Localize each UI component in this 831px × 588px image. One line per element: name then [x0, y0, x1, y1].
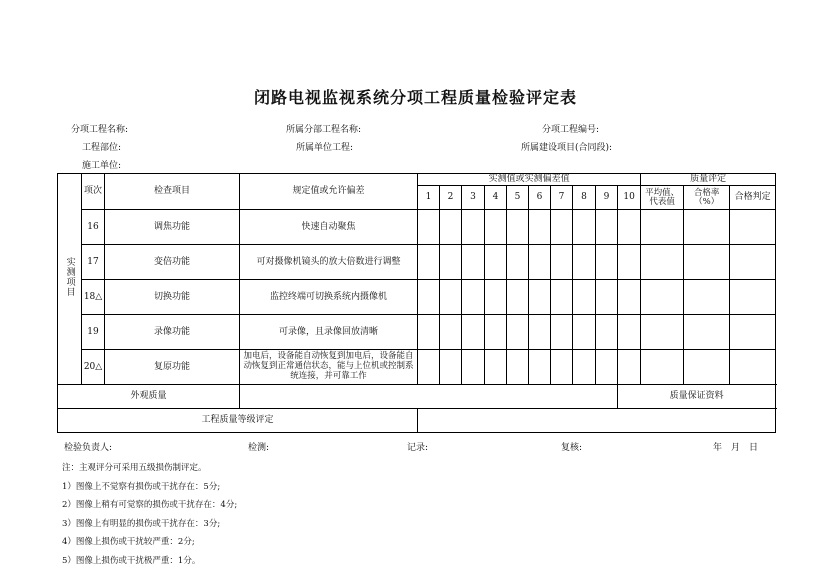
row-item-no: 20△ — [82, 350, 105, 385]
pass-rate-cell[interactable] — [684, 315, 730, 350]
sub-project-no-label: 分项工程编号: — [542, 125, 600, 135]
quality-assurance-label: 质量保证资料 — [618, 385, 776, 409]
measure-cell[interactable] — [551, 350, 573, 385]
measure-cell[interactable] — [418, 245, 440, 280]
inspection-table — [57, 173, 776, 433]
measure-cell[interactable] — [551, 280, 573, 315]
appearance-quality-value[interactable] — [240, 385, 618, 409]
note-line: 1）图像上不觉察有损伤或干扰存在：5分; — [62, 481, 221, 492]
category-cell — [58, 174, 82, 385]
category-label: 实测项目 — [64, 257, 75, 298]
row-spec: 快速自动聚焦 — [240, 210, 418, 245]
average-cell[interactable] — [641, 245, 684, 280]
measure-cell[interactable] — [596, 210, 618, 245]
row-check-item: 复原功能 — [105, 350, 240, 385]
row-item-no: 17 — [82, 245, 105, 280]
measure-cell[interactable] — [485, 350, 507, 385]
average-cell[interactable] — [641, 350, 684, 385]
measure-cell[interactable] — [618, 210, 641, 245]
testing-label: 检测: — [248, 443, 270, 453]
measure-cell[interactable] — [507, 245, 529, 280]
notes-section — [62, 459, 237, 570]
measure-cell[interactable] — [529, 280, 551, 315]
judgement-cell[interactable] — [730, 210, 776, 245]
measure-cell[interactable] — [485, 210, 507, 245]
pass-rate-header: 合格率（%） — [684, 186, 730, 210]
judgement-cell[interactable] — [730, 315, 776, 350]
measure-cell[interactable] — [440, 350, 462, 385]
measure-cell[interactable] — [618, 280, 641, 315]
unit-project-label: 所属单位工程: — [296, 143, 354, 153]
pass-rate-cell[interactable] — [684, 245, 730, 280]
judgement-cell[interactable] — [730, 280, 776, 315]
measure-cell[interactable] — [440, 315, 462, 350]
measure-cell[interactable] — [485, 280, 507, 315]
measure-cell[interactable] — [507, 315, 529, 350]
measure-cell[interactable] — [529, 315, 551, 350]
row-item-no: 18△ — [82, 280, 105, 315]
judgement-cell[interactable] — [730, 245, 776, 280]
row-check-item: 变倍功能 — [105, 245, 240, 280]
check-item-header: 检查项目 — [105, 174, 240, 210]
table-row — [58, 210, 776, 245]
inspector-label: 检验负责人: — [64, 443, 113, 453]
row-check-item: 切换功能 — [105, 280, 240, 315]
measure-cell[interactable] — [573, 350, 596, 385]
measure-cell[interactable] — [618, 245, 641, 280]
measure-cell[interactable] — [551, 210, 573, 245]
item-no-header: 项次 — [82, 174, 105, 210]
row-item-no: 16 — [82, 210, 105, 245]
measure-cell[interactable] — [596, 315, 618, 350]
division-project-name-label: 所属分部工程名称: — [286, 125, 362, 135]
pass-rate-cell[interactable] — [684, 210, 730, 245]
measure-cell[interactable] — [529, 210, 551, 245]
table-row — [58, 245, 776, 280]
measure-cell[interactable] — [529, 350, 551, 385]
measure-cell[interactable] — [573, 280, 596, 315]
reviewer-label: 复核: — [561, 443, 583, 453]
measure-cell[interactable] — [507, 280, 529, 315]
measure-cell[interactable] — [462, 350, 485, 385]
sub-project-name-label: 分项工程名称: — [71, 125, 129, 135]
measure-cell[interactable] — [485, 315, 507, 350]
measure-cell[interactable] — [462, 245, 485, 280]
construction-unit-label: 施工单位: — [82, 161, 122, 171]
page-title: 闭路电视监视系统分项工程质量检验评定表 — [253, 88, 577, 107]
measure-cell[interactable] — [507, 210, 529, 245]
note-line: 2）图像上稍有可觉察的损伤或干扰存在：4分; — [62, 500, 238, 510]
note-line: 注：主观评分可采用五级损伤制评定。 — [62, 463, 207, 473]
quality-grade-label: 工程质量等级评定 — [58, 409, 418, 433]
row-item-no: 19 — [82, 315, 105, 350]
measure-cell[interactable] — [485, 245, 507, 280]
table-row — [58, 315, 776, 350]
measured-header: 实测值或实测偏差值 — [418, 174, 641, 186]
measure-col-10: 10 — [618, 186, 641, 210]
measure-col-7: 7 — [551, 186, 573, 210]
measure-cell[interactable] — [418, 210, 440, 245]
measure-cell[interactable] — [440, 210, 462, 245]
project-location-label: 工程部位: — [82, 143, 122, 153]
measure-col-4: 4 — [485, 186, 507, 210]
note-line: 4）图像上损伤或干扰较严重：2分; — [62, 537, 195, 547]
measure-cell[interactable] — [462, 280, 485, 315]
measure-cell[interactable] — [462, 315, 485, 350]
note-line: 3）图像上有明显的损伤或干扰存在：3分; — [62, 518, 221, 529]
measure-col-5: 5 — [507, 186, 529, 210]
average-header: 平均值、代表值 — [641, 186, 684, 210]
recorder-label: 记录: — [407, 443, 429, 453]
judgement-cell[interactable] — [730, 350, 776, 385]
measure-cell[interactable] — [551, 245, 573, 280]
measure-cell[interactable] — [440, 280, 462, 315]
measure-col-1: 1 — [418, 186, 440, 210]
measure-col-9: 9 — [596, 186, 618, 210]
measure-cell[interactable] — [462, 210, 485, 245]
measure-cell[interactable] — [507, 350, 529, 385]
measure-cell[interactable] — [573, 315, 596, 350]
measure-col-6: 6 — [529, 186, 551, 210]
judgement-header: 合格判定 — [730, 186, 776, 210]
measure-cell[interactable] — [529, 245, 551, 280]
pass-rate-cell[interactable] — [684, 280, 730, 315]
row-check-item: 录像功能 — [105, 315, 240, 350]
measure-cell[interactable] — [596, 280, 618, 315]
measure-cell[interactable] — [618, 315, 641, 350]
quality-grade-value[interactable] — [418, 409, 776, 433]
table-row — [58, 350, 776, 385]
measure-cell[interactable] — [596, 350, 618, 385]
measure-cell[interactable] — [573, 245, 596, 280]
row-check-item: 调焦功能 — [105, 210, 240, 245]
quality-header: 质量评定 — [641, 174, 776, 186]
row-spec: 可录像，且录像回放清晰 — [240, 315, 418, 350]
appearance-quality-label: 外观质量 — [58, 385, 240, 409]
measure-cell[interactable] — [440, 245, 462, 280]
measure-col-2: 2 — [440, 186, 462, 210]
row-spec: 加电后，设备能自动恢复到加电后，设备能自动恢复到正常通信状态，能与上位机或控制系统连接，并可靠工作 — [240, 350, 418, 385]
note-line: 5）图像上损伤或干扰极严重：1分。 — [62, 555, 201, 566]
date-label: 年 月 日 — [713, 443, 759, 453]
measure-col-8: 8 — [573, 186, 596, 210]
measure-cell[interactable] — [418, 315, 440, 350]
measure-cell[interactable] — [596, 245, 618, 280]
spec-header: 规定值或允许偏差 — [240, 174, 418, 210]
construction-project-label: 所属建设项目(合同段): — [521, 143, 613, 153]
measure-cell[interactable] — [418, 350, 440, 385]
table-row — [58, 280, 776, 315]
measure-cell[interactable] — [551, 315, 573, 350]
average-cell[interactable] — [641, 210, 684, 245]
average-cell[interactable] — [641, 315, 684, 350]
measure-col-3: 3 — [462, 186, 485, 210]
row-spec: 监控终端可切换系统内摄像机 — [240, 280, 418, 315]
measure-cell[interactable] — [573, 210, 596, 245]
measure-cell[interactable] — [418, 280, 440, 315]
average-cell[interactable] — [641, 280, 684, 315]
measure-cell[interactable] — [618, 350, 641, 385]
pass-rate-cell[interactable] — [684, 350, 730, 385]
row-spec: 可对摄像机镜头的放大倍数进行调整 — [240, 245, 418, 280]
